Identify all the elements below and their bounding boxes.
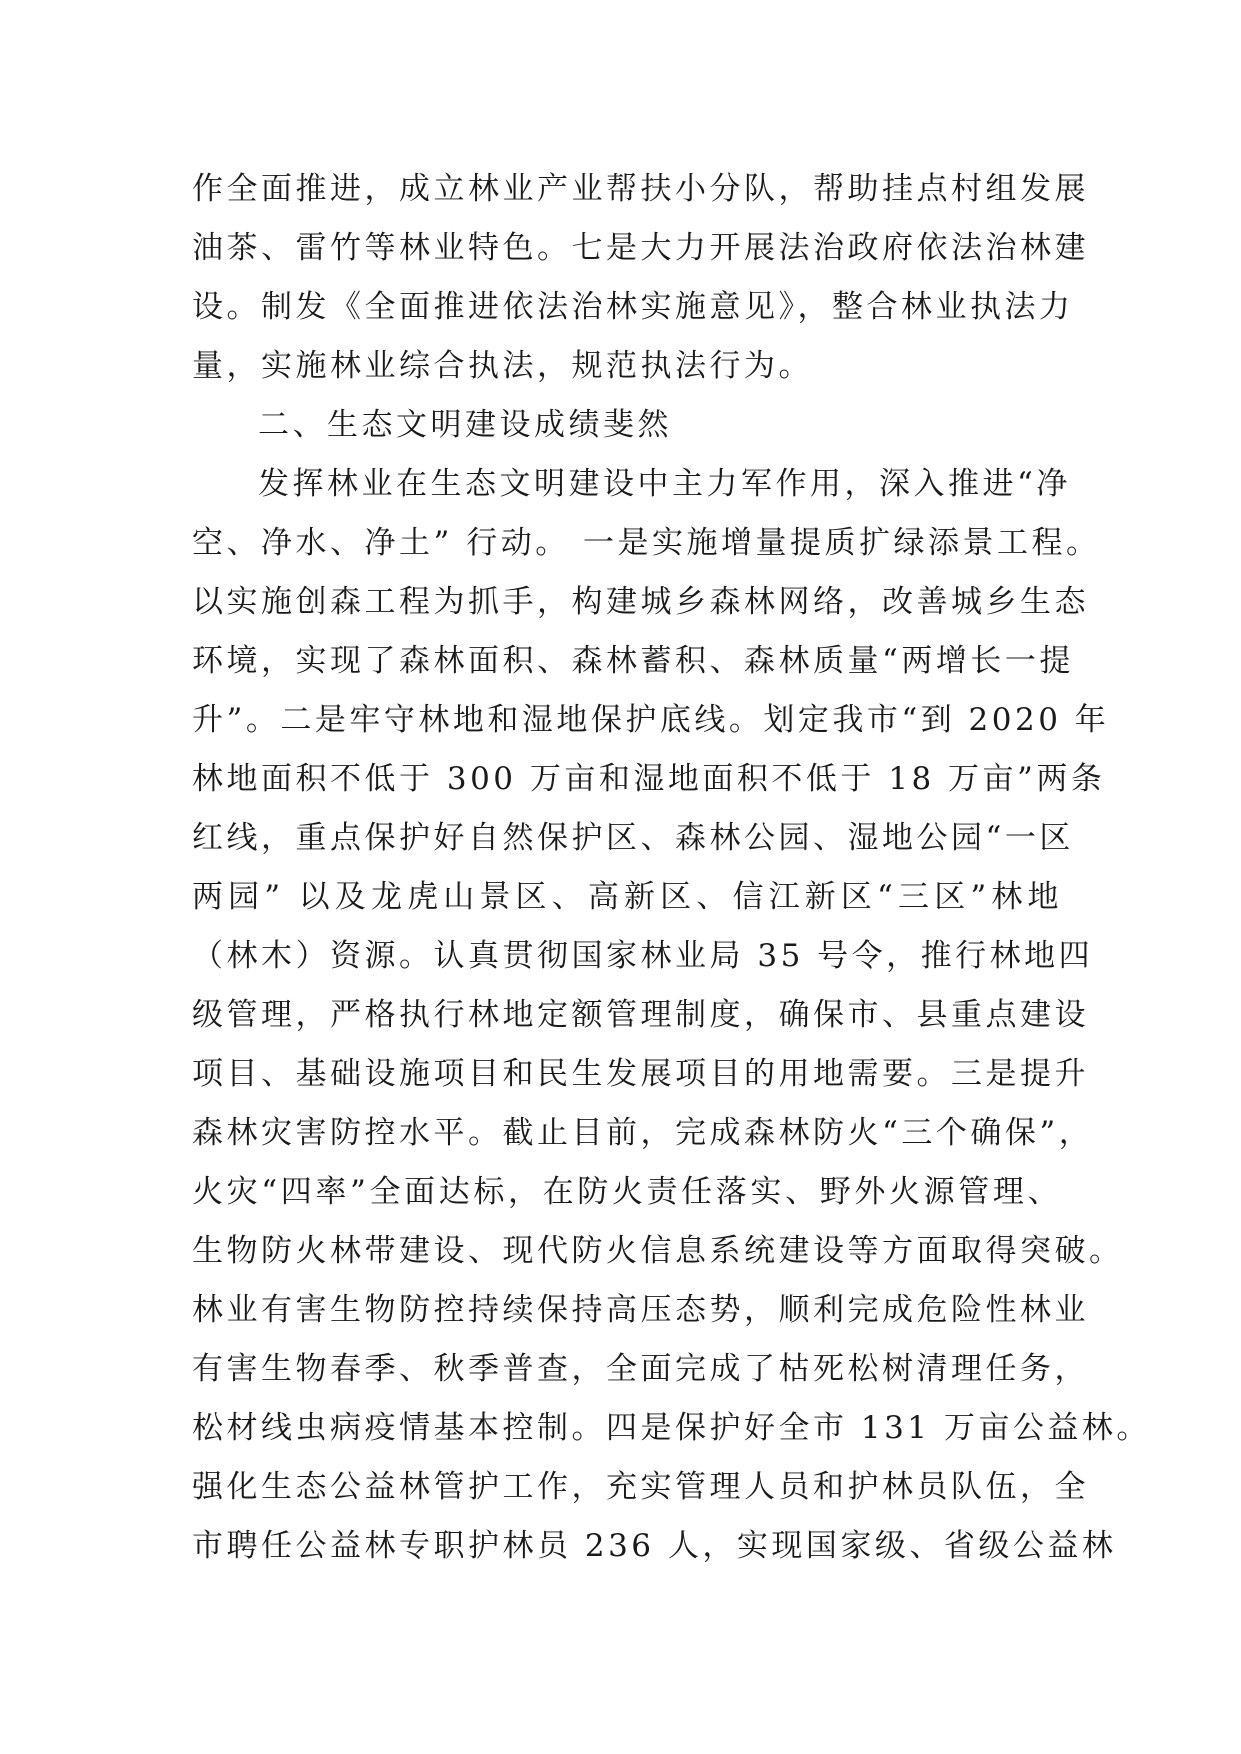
text-line: 林地面积不低于 300 万亩和湿地面积不低于 18 万亩”两条 bbox=[192, 761, 1106, 797]
text-line: 设。制发《全面推进依法治林实施意见》，整合林业执法力 bbox=[192, 289, 1074, 325]
paragraph-first-line: 发挥林业在生态文明建设中主力军作用，深入推进“净 bbox=[258, 466, 1071, 502]
text-line: 火灾“四率”全面达标，在防火责任落实、野外火源管理、 bbox=[192, 1174, 1062, 1210]
text-line: 生物防火林带建设、现代防火信息系统建设等方面取得突破。 bbox=[192, 1233, 1124, 1269]
section-heading: 二、生态文明建设成绩斐然 bbox=[258, 407, 672, 443]
text-line: 两园” 以及龙虎山景区、高新区、信江新区“三区”林地 bbox=[192, 879, 1062, 915]
text-line: 以实施创森工程为抓手，构建城乡森林网络，改善城乡生态 bbox=[192, 584, 1089, 620]
body-text bbox=[192, 160, 1151, 1576]
text-line: 市聘任公益林专职护林员 236 人，实现国家级、省级公益林 bbox=[192, 1528, 1117, 1564]
text-line: （林木）资源。认真贯彻国家林业局 35 号令，推行林地四 bbox=[192, 938, 1094, 974]
text-line: 油茶、雷竹等林业特色。七是大力开展法治政府依法治林建 bbox=[192, 230, 1089, 266]
text-line: 林业有害生物防控持续保持高压态势，顺利完成危险性林业 bbox=[192, 1292, 1089, 1328]
text-line: 森林灾害防控水平。截止目前，完成森林防火“三个确保”， bbox=[192, 1115, 1094, 1151]
text-line: 空、净水、净土” 行动。 一是实施增量提质扩绿添景工程。 bbox=[192, 525, 1101, 561]
text-line: 有害生物春季、秋季普查，全面完成了枯死松树清理任务， bbox=[192, 1351, 1089, 1387]
text-line: 升”。二是牢守林地和湿地保护底线。划定我市“到 2020 年 bbox=[192, 702, 1110, 738]
text-line: 作全面推进，成立林业产业帮扶小分队，帮助挂点村组发展 bbox=[192, 171, 1089, 207]
text-line: 量，实施林业综合执法，规范执法行为。 bbox=[192, 348, 813, 384]
text-line: 红线，重点保护好自然保护区、森林公园、湿地公园“一区 bbox=[192, 820, 1074, 856]
text-line: 环境，实现了森林面积、森林蓄积、森林质量“两增长一提 bbox=[192, 643, 1074, 679]
text-line: 强化生态公益林管护工作，充实管理人员和护林员队伍，全 bbox=[192, 1469, 1089, 1505]
text-line: 项目、基础设施项目和民生发展项目的用地需要。三是提升 bbox=[192, 1056, 1089, 1092]
text-line: 级管理，严格执行林地定额管理制度，确保市、县重点建设 bbox=[192, 997, 1089, 1033]
text-line: 松材线虫病疫情基本控制。四是保护好全市 131 万亩公益林。 bbox=[192, 1410, 1151, 1446]
